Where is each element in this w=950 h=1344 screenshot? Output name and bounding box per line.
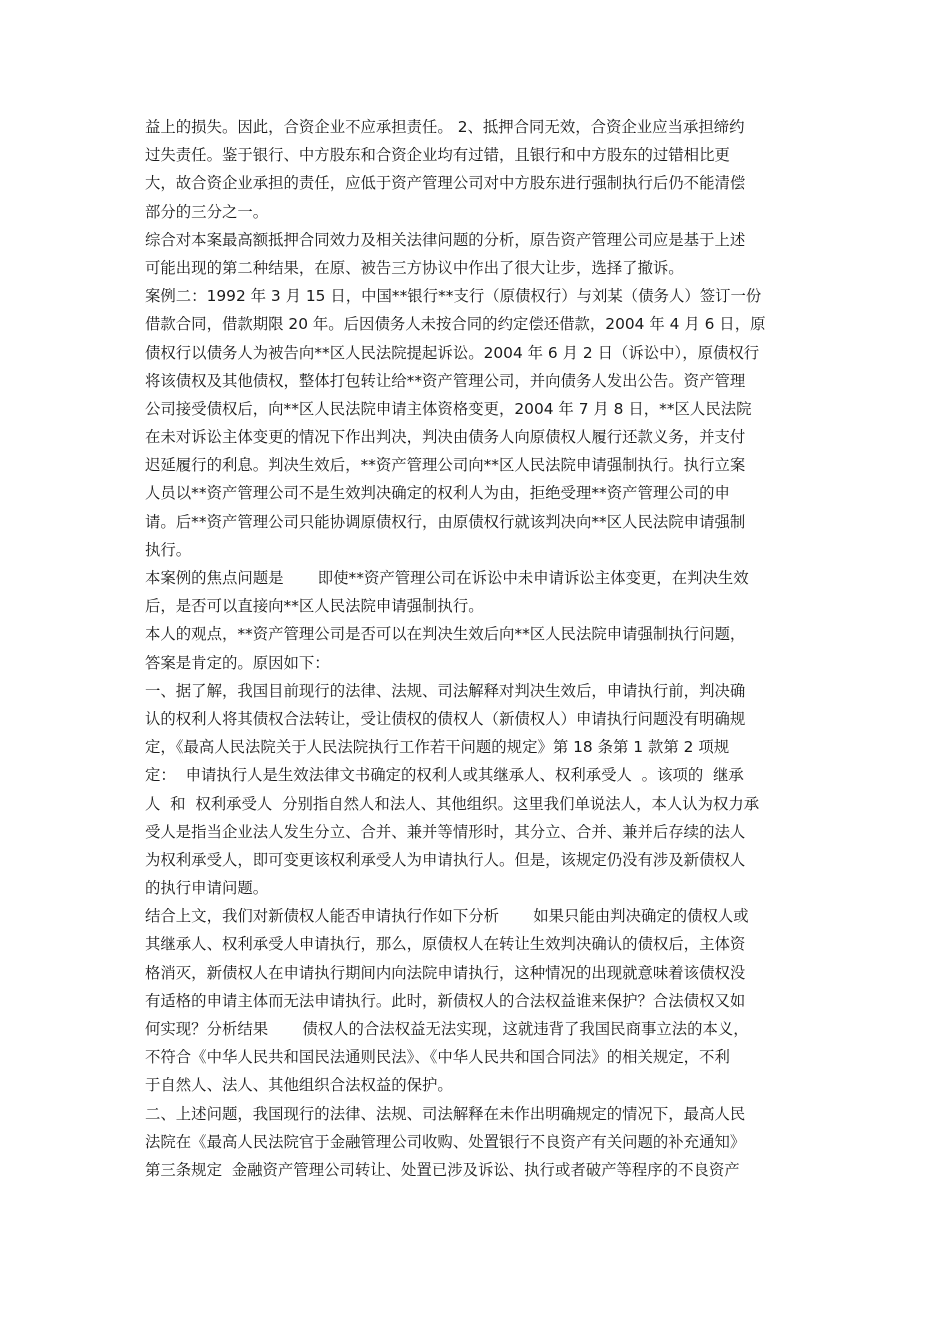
text-line: 法院在《最高人民法院官于金融管理公司收购、处置银行不良资产有关问题的补充通知》 — [145, 1132, 746, 1151]
text-line: 人员以**资产管理公司不是生效判决确定的权利人为由，拒绝受理**资产管理公司的申 — [145, 484, 730, 503]
document-body — [145, 113, 815, 1184]
text-line: 大，故合资企业承担的责任，应低于资产管理公司对中方股东进行强制执行后仍不能清偿 — [145, 174, 746, 193]
text-line: 请。后**资产管理公司只能协调原债权行，由原债权行就该判决向**区人民法院申请强制 — [145, 512, 746, 531]
text-line: 本人的观点，**资产管理公司是否可以在判决生效后向**区人民法院申请强制执行问题， — [145, 625, 746, 644]
text-line: 不符合《中华人民共和国民法通则民法》、《中华人民共和国合同法》的相关规定，不利 — [145, 1048, 730, 1067]
text-line: 部分的三分之一。 — [145, 202, 269, 221]
text-line: 公司接受债权后，向**区人民法院申请主体资格变更，2004 年 7 月 8 日，**区人民法院 — [145, 399, 752, 418]
text-line: 益上的损失。因此，合资企业不应承担责任。 2、抵押合同无效，合资企业应当承担缔约 — [145, 118, 745, 136]
text-line: 认的权利人将其债权合法转让，受让债权的债权人（新债权人）申请执行问题没有明确规 — [145, 709, 746, 728]
text-line: 本案例的焦点问题是 即使**资产管理公司在诉讼中未申请诉讼主体变更，在判决生效 — [145, 569, 749, 587]
text-line: 案例二：1992 年 3 月 15 日，中国**银行**支行（原债权行）与刘某（债务人）签订一份 — [145, 287, 762, 306]
text-line: 可能出现的第二种结果，在原、被告三方协议中作出了很大让步，选择了撤诉。 — [145, 258, 684, 277]
text-line: 的执行申请问题。 — [145, 879, 269, 898]
text-line: 债权行以债务人为被告向**区人民法院提起诉讼。2004 年 6 月 2 日（诉讼中），原债权行 — [145, 343, 760, 362]
text-line: 第三条规定 金融资产管理公司转让、处置已涉及诉讼、执行或者破产等程序的不良资产 — [145, 1160, 740, 1179]
text-line: 执行。 — [145, 540, 192, 559]
text-line: 何实现？分析结果 债权人的合法权益无法实现，这就违背了我国民商事立法的本义， — [145, 1020, 749, 1038]
text-line: 将该债权及其他债权，整体打包转让给**资产管理公司，并向债务人发出公告。资产管理 — [145, 371, 746, 390]
text-line: 二、上述问题，我国现行的法律、法规、司法解释在未作出明确规定的情况下，最高人民 — [145, 1104, 746, 1123]
text-line: 在未对诉讼主体变更的情况下作出判决，判决由债务人向原债权人履行还款义务，并支付 — [145, 428, 746, 447]
text-line: 结合上文，我们对新债权人能否申请执行作如下分析 如果只能由判决确定的债权人或 — [145, 907, 749, 926]
text-line: 综合对本案最高额抵押合同效力及相关法律问题的分析，原告资产管理公司应是基于上述 — [145, 230, 746, 249]
text-line: 于自然人、法人、其他组织合法权益的保护。 — [145, 1076, 453, 1095]
text-line: 过失责任。鉴于银行、中方股东和合资企业均有过错，且银行和中方股东的过错相比更 — [145, 146, 730, 165]
text-line: 一、据了解，我国目前现行的法律、法规、司法解释对判决生效后，申请执行前，判决确 — [145, 681, 746, 700]
text-line: 答案是肯定的。原因如下： — [145, 653, 330, 672]
text-line: 有适格的申请主体而无法申请执行。此时，新债权人的合法权益谁来保护？合法债权又如 — [145, 991, 746, 1010]
text-line: 受人是指当企业法人发生分立、合并、兼并等情形时，其分立、合并、兼并后存续的法人 — [145, 822, 746, 841]
text-line: 后，是否可以直接向**区人民法院申请强制执行。 — [145, 597, 484, 616]
text-line: 为权利承受人，即可变更该权利承受人为申请执行人。但是，该规定仍没有涉及新债权人 — [145, 850, 746, 869]
text-line: 人 和 权利承受人 分别指自然人和法人、其他组织。这里我们单说法人，本人认为权力承 — [145, 794, 760, 813]
text-line: 迟延履行的利息。判决生效后，**资产管理公司向**区人民法院申请强制执行。执行立案 — [145, 456, 746, 475]
text-line: 格消灭，新债权人在申请执行期间内向法院申请执行，这种情况的出现就意味着该债权没 — [145, 963, 746, 982]
text-line: 定： 申请执行人是生效法律文书确定的权利人或其继承人、权利承受人 。该项的 继承 — [145, 766, 744, 785]
text-line: 其继承人、权利承受人申请执行，那么，原债权人在转让生效判决确认的债权后，主体资 — [145, 935, 746, 954]
text-line: 借款合同，借款期限 20 年。后因债务人未按合同的约定偿还借款，2004 年 4 月 6 日，原 — [145, 315, 766, 334]
text-line: 定，《最高人民法院关于人民法院执行工作若干问题的规定》第 18 条第 1 款第 2 项规 — [145, 738, 730, 757]
